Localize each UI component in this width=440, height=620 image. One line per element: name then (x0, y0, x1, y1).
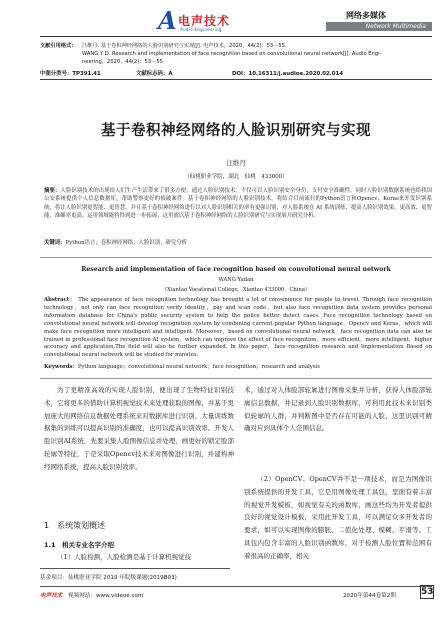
footer-journal (40, 591, 143, 599)
meta-rule (40, 79, 432, 80)
keywords-cn-text: Python语言；卷积神经网络；人脸识别；研究分析 (65, 240, 188, 246)
footer-journal-name: 电声技术 (40, 593, 63, 599)
keywords-en (44, 364, 432, 372)
keywords-cn (44, 239, 432, 247)
section-title-cn: 网络多媒体 (346, 11, 386, 20)
abstract-cn-text: 人脸识别技术的出现给人们生产生活带来了很多方便，通过人脸识别技术，不仅可以人脸识别安全身份，支付安全准确性，同时人脸识别数据系统也给我国公安系统提供个人信息数据库，帮助警察更好的侦破案件。基于卷积神经网络的人脸识别技术，将结合目前流行的Python语言和Opencv、Keras来开发识别系统，将让人脸识别更智能、更智慧，并且基于卷积神经网络进行以对人脸识别相关的率有更强识别，对人脸系统在 AI 系统训练，提高人脸识别效果，更高效、更智能、准确率更高。运用领域能将得到进一步拓展，这里就以基于卷积神经网络的人脸识别研究与实现展开研究分析。 (44, 188, 432, 220)
section-title-en: Network Multimedia (326, 22, 432, 31)
footer-issue: 2020年第44卷第2期 (343, 593, 396, 599)
footer-rule (40, 586, 432, 587)
abstract-cn (44, 187, 432, 221)
keywords-cn-label: 关键词： (44, 240, 66, 246)
separator-rule (40, 257, 432, 258)
keywords-en-text: Python language；convolutional neural network；face recognition；research and analysis (77, 364, 320, 370)
header-rule (40, 36, 432, 37)
keywords-en-label: Keywords： (44, 364, 78, 370)
abstract-en-text: The appearance of face recognition technology has brought a lot of convenience for people to travel. Through face recognition technology，not only can face recognition verify identity，pay and scan code，but also face recognition data system provides personal information database for China's public security system to help the police better detect cases. Face recognition technology based on convolutional neural network will develop recognition system by combining current popular Python language，Opencv and Keras，which will make face recognition more intelligent and intelligent. Moreover，based on convolutional neural network，face recognition data can also be trained in professional face recognition AI system，which can improve the effect of face recognition，more efficient，more intelligent，higher accuracy and application.The field will also be further expanded. In this paper，face recognition research and Implementation Based on convolutional neural network will be studied for minutes. (44, 297, 433, 359)
page-number: 53 (421, 587, 434, 597)
doi: DOI：10.16311/j.audioe.2020.02.014 (232, 71, 344, 77)
footer-site: 视频网站：www.videoe.com (68, 593, 144, 599)
affiliation-cn: （仙桃职业学院，湖北 仙桃 433000） (184, 174, 288, 180)
logo-text: 电声技术 (178, 14, 231, 28)
author-en: WANG Yadan (218, 277, 254, 283)
separator-rule-2 (40, 378, 432, 379)
paper-title: 基于卷积神经网络的人脸识别研究与实现 (101, 123, 371, 139)
funding-rule (40, 568, 230, 569)
doc-code: 文献标志码：A (136, 71, 173, 77)
intro-paragraph: 为了更精准高效的实现人脸识别，便出现了生物特征识别技术，它将更多的借助计算机视觉技术来处理获取的图像，并基于更加庞大的网络信息数据处理系统来对数据库进行识别，大量训练数据集的训练可以提高识别的准确度，也可以提高识别效率。开发人脸识别AI系统，先要采集人脸图像信息并处理，画更好的锁定脸部轮廓等特征，于是采取Opencv技术来对图像进行识别，并建构神经网络系统，提高人脸识别效率。 (44, 386, 234, 471)
journal-logo (158, 8, 258, 34)
abstract-en-label: Abstract： (44, 297, 76, 303)
citation-label: 文献引用格式： (40, 43, 77, 49)
abstract-en (44, 297, 432, 360)
right-paragraph-1: 术，通过对人体脸部轮廓进行图像采集并分析，获得人体脸部轮廓信息数据，并记录到人脸识别数据库，可利用此技术来识别类似轮廓的人群，并判断图中是否存在可能的人脸，这里识别可精确对应到具体个人范围信息。 (244, 386, 432, 433)
section-1-1-text: （1）人脸检测，人脸检测是基于计算机视觉技 (57, 553, 192, 561)
paper-title-en: Research and implementation of face recognition based on convolutional neural network (81, 266, 391, 273)
logo-letter: A (158, 6, 177, 35)
citation-en-line2: neering，2020，44(2)：53－55. (82, 59, 165, 65)
abstract-cn-label: 摘要： (44, 188, 61, 194)
section-1-1-heading: 1.1 相关专业名字介绍 (44, 541, 115, 549)
right-paragraph-2: （2）OpenCV。OpenCV并不是一项技术，而是为图像识别系统提供的开发工具，它是用图像处理工具包，里面有着丰富的视觉开发模板，如视觉有关的函数库，画这些均为开发者提供良好的视觉设计模板，采用此开发工具，可以满足众多开发者的要求，如可以实现图像的膨胀、二值化处理、模糊、平滑等。工具包内包含丰富的人脸识别函数库，对于检测人脸位置和范围有着很高的正确率，相关 (244, 475, 432, 560)
citation-cn: 汪维丹. 基于卷积神经网络的人脸识别研究与实现[J]. 电声技术，2020，44(2)：53－55. (82, 43, 287, 49)
clc-number: 中图分类号：TP391.41 (40, 71, 101, 77)
logo-subtitle: Audio Engineering (180, 27, 222, 32)
section-1-heading: 1 系统策划概述 (44, 521, 106, 530)
funding-note: 基金项目：仙桃职业学院 2019 年院级课题(2019B03) (40, 575, 177, 581)
affiliation-en: （Xiantao Vocational College，Xiantao 433000，China） (161, 287, 311, 293)
author-cn: 汪维丹 (226, 159, 246, 167)
citation-en-line1: WANG Y D. Research and implementation of face recognition based on convolutional neural network[J]. Audio Engi- (82, 51, 382, 57)
